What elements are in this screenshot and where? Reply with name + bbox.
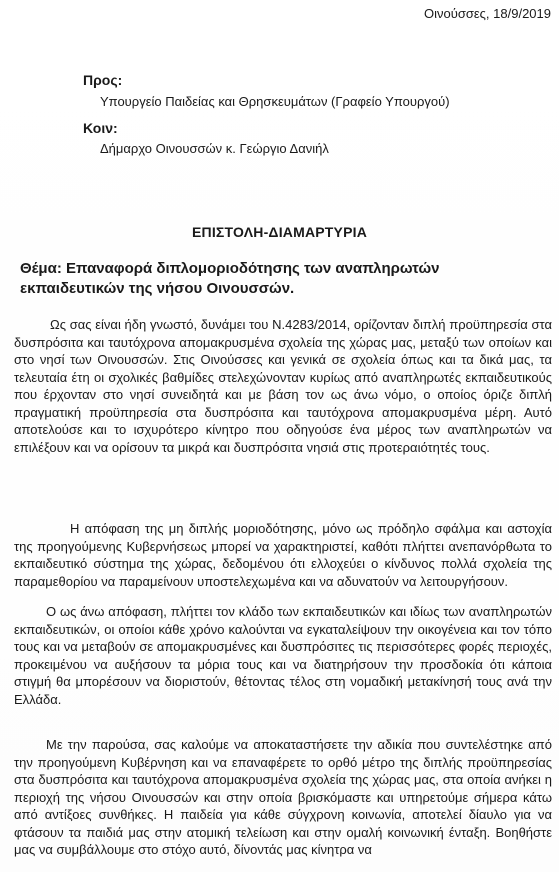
paragraph-2: Η απόφαση της μη διπλής μοριοδότησης, μόνο ως πρόδηλο σφάλμα και αστοχία της προηγούμενης Κυβερνήσεως μπορεί να χαρακτηριστεί, καθότι πλήττει ανεπανόρθωτα το εκπαιδευτικό σύστημα της χώρας, δεδομένου ότι ελλοχεύει ο κίνδυνος πολλά σχολεία της παραμεθορίου να παραμείνουν υποστελεχωμένα και να αδυνατούν να λειτουργήσουν.	[14, 521, 552, 589]
letter-date: Οινούσσες, 18/9/2019	[423, 6, 551, 21]
to-label: Προς:	[83, 72, 123, 88]
paragraph-3: Ο ως άνω απόφαση, πλήττει τον κλάδο των εκπαιδευτικών και ιδίως των αναπληρωτών εκπαιδευτικών, οι οποίοι κάθε χρόνο καλούνται να εγκαταλείψουν την οικογένεια και τον τόπο τους και να μεταβούν σε απομακρυσμένες και δυσπρόσιτες τις περισσότερες φορές περιοχές, προκειμένου να αυξήσουν τα μόρια τους και να διατηρήσουν την προσδοκία ότι κάποια στιγμή θα μπορέσουν να διοριστούν, θέτοντας τέλος στη νομαδική μετακίνησή τους ανά την Ελλάδα.	[14, 604, 552, 707]
paragraph-1: Ως σας είναι ήδη γνωστό, δυνάμει του Ν.4283/2014, ορίζονταν διπλή προϋπηρεσία στα δυσπρόσιτα και ταυτόχρονα απομακρυσμένα σχολεία της χώρας μας, μεταξύ των οποίων και στο νησί των Οινουσσών. Στις Οινούσσες και γενικά σε σχολεία όπως και τα δικά μας, τα τελευταία έτη οι σχολικές βαθμίδες στελεχώνονταν κυρίως από αναπληρωτές εκπαιδευτικούς που έρχονταν στο νησί συνειδητά και με βάση τον ως άνω νόμο, ο οποίος όριζε διπλή πραγματική προϋπηρεσία στα δυσπρόσιτα και ταυτόχρονα απομακρυσμένα μέρη. Αυτό αποτελούσε και το ισχυρότερο κίνητρο που οδηγούσε ένα μέρος των αναπληρωτών να επιλέξουν και να ορίσουν τα μικρά και δυσπρόσιτα νησιά στις προτεραιότητές τους.	[14, 317, 552, 455]
paragraph-4: Με την παρούσα, σας καλούμε να αποκαταστήσετε την αδικία που συντελέστηκε από την προηγούμενη Κυβέρνηση και να επαναφέρετε το ορθό μέτρο της διπλής προϋπηρεσίας στα δυσπρόσιτα και ταυτόχρονα απομακρυσμένα σχολεία της χώρας μας, στα οποία ανήκει η περιοχή της νήσου Οινουσσών και στην οποία βρισκόμαστε και υπηρετούμε σήμερα κάτω από αντίξοες συνθήκες. Η παιδεία για κάθε σύγχρονη κοινωνία, αποτελεί δίαυλο για να φτάσουν τα παιδιά μας στην ατομική τελείωση και στην ομαλή κοινωνική ένταξη. Βοηθήστε μας να συμβάλλουμε στο στόχο αυτό, δίνοντάς μας κίνητρα να	[14, 737, 552, 857]
cc-label: Κοιν:	[83, 120, 118, 136]
letter-title: ΕΠΙΣΤΟΛΗ-ΔΙΑΜΑΡΤΥΡΙΑ	[191, 224, 368, 240]
to-recipient: Υπουργείο Παιδείας και Θρησκευμάτων (Γραφείο Υπουργού)	[100, 94, 450, 109]
letter-subject: Θέμα: Επαναφορά διπλομοριοδότησης των αναπληρωτών εκπαιδευτικών της νήσου Οινουσσών.	[20, 260, 440, 297]
cc-recipient: Δήμαρχο Οινουσσών κ. Γεώργιο Δανιήλ	[100, 141, 329, 156]
